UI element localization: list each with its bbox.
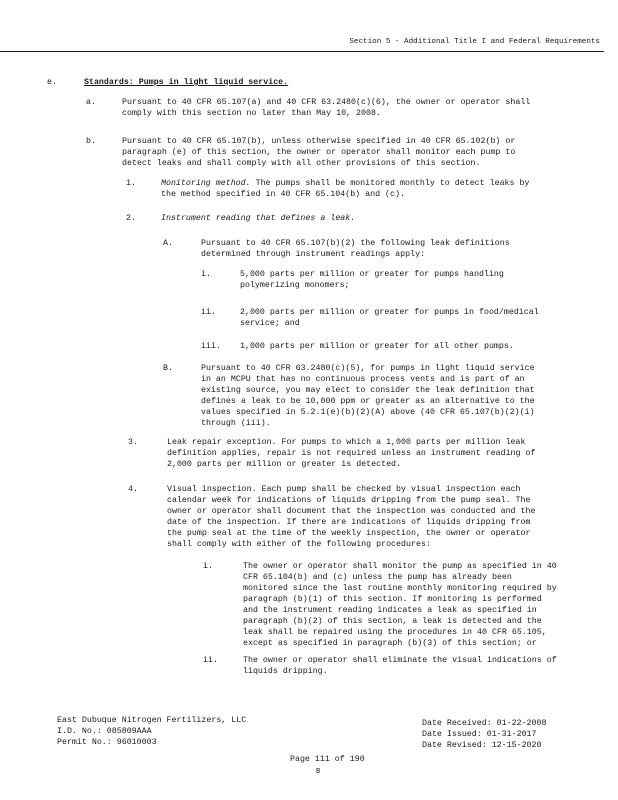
item-text-b4ii-line-1: liquids dripping. [243, 667, 328, 676]
item-text-b4-line-2: owner or operator shall document that the inspection was conducted and the [167, 507, 536, 516]
item-label-b2Aii: ii. [201, 308, 216, 317]
item-text-b3-line-2: 2,000 parts per million or greater is detected. [167, 460, 402, 469]
item-label-a: a. [86, 98, 96, 107]
item-text-b2Ai-line-1: polymerizing monomers; [240, 281, 350, 290]
item-label-b2: 2. [126, 214, 136, 223]
item-text-b4i-line-4: and the instrument reading indicates a leak as specified in [243, 606, 537, 615]
item-text-b4-line-1: calendar week for indications of liquids dripping from the pump seal. The [167, 496, 531, 505]
item-text-b2-line-0 [161, 213, 355, 224]
item-heading-b2: Instrument reading that defines a leak. [161, 214, 356, 223]
item-text-b4-line-0: Visual inspection. Each pump shall be checked by visual inspection each [167, 485, 521, 494]
item-text-b4i-line-6: leak shall be repaired using the procedures in 40 CFR 65.105, [243, 628, 547, 637]
item-text-b4-line-5: shall comply with either of the following procedures: [167, 540, 431, 549]
item-text-b2B-line-4: values specified in 5.2.1(e)(b)(2)(A) above (40 CFR 65.107(b)(2)(i) [201, 408, 535, 417]
item-label-b: b. [86, 137, 96, 146]
item-text-b4i-line-3: paragraph (b)(1) of this section. If monitoring is performed [243, 595, 542, 604]
item-text-b2Aii-line-1: service; and [240, 319, 300, 328]
item-text-b3-line-1: definition applies, repair is not required unless an instrument reading of [167, 449, 536, 458]
item-label-b2Ai: i. [201, 270, 211, 279]
item-label-b1: 1. [126, 179, 136, 188]
item-text-b1-line-0 [161, 178, 529, 189]
page-number: Page 111 of 190 [290, 755, 365, 764]
item-text-b4i-line-7: except as specified in paragraph (b)(3) of this section; or [243, 639, 537, 648]
item-text-b4i-line-5: paragraph (b)(2) of this section, a leak is detected and the [243, 617, 542, 626]
item-text-b2Aii-line-0: 2,000 parts per million or greater for pumps in food/medical [240, 308, 539, 317]
page-header: Section 5 - Additional Title I and Federal Requirements [349, 38, 600, 46]
item-text-b2B-line-0: Pursuant to 40 CFR 63.2480(c)(5), for pumps in light liquid service [201, 364, 535, 373]
item-text-b4i-line-2: monitored since the last routine monthly monitoring required by [243, 584, 557, 593]
item-text-b3-line-0: Leak repair exception. For pumps to which a 1,000 parts per million leak [167, 438, 526, 447]
item-text-b-line-1: paragraph (e) of this section, the owner or operator shall monitor each pump to [122, 148, 516, 157]
item-text-a-line-0: Pursuant to 40 CFR 65.107(a) and 40 CFR 63.2480(c)(6), the owner or operator shall [122, 98, 531, 107]
item-text-b2B-line-5: through (iii). [201, 419, 271, 428]
item-text-b-line-2: detect leaks and shall comply with all other provisions of this section. [122, 159, 481, 168]
footer-facility-info [57, 715, 246, 748]
item-text-b2B-line-3: defines a leak to be 10,000 ppm or greater as an alternative to the [201, 397, 535, 406]
item-label-b2B: B. [163, 364, 173, 373]
item-label-b3: 3. [128, 438, 138, 447]
item-label-b4i: i. [203, 562, 213, 571]
item-text-b1-line-1: the method specified in 40 CFR 65.104(b) and (c). [161, 190, 405, 199]
section-title: Standards: Pumps in light liquid service. [84, 78, 289, 87]
item-text-b4-line-4: the pump seal at the time of the weekly inspection, the owner or operator [167, 529, 531, 538]
item-text-b-line-0: Pursuant to 40 CFR 65.107(b), unless otherwise specified in 40 CFR 65.102(b) or [122, 137, 516, 146]
page-mark: B [316, 768, 321, 776]
item-text-b2B-line-1: in an MCPU that has no continuous process vents and is part of an [201, 375, 525, 384]
item-label-b2A: A. [163, 239, 173, 248]
footer-permit-number: Permit No.: 96010003 [57, 738, 157, 747]
item-text-b2A-line-1: determined through instrument readings apply: [201, 250, 426, 259]
item-text-b4i-line-0: The owner or operator shall monitor the pump as specified in 40 [243, 562, 557, 571]
item-label-b2Aiii: iii. [201, 342, 221, 351]
footer-facility-name: East Dubuque Nitrogen Fertilizers, LLC [57, 716, 247, 725]
footer-dates [422, 718, 546, 751]
item-label-b4ii: ii. [203, 656, 218, 665]
item-text-b2Ai-line-0: 5,000 parts per million or greater for pumps handling [240, 270, 504, 279]
footer-date-issued: Date Issued: 01-31-2017 [422, 730, 537, 739]
footer-id-number: I.D. No.: 085809AAA [57, 727, 152, 736]
item-text-b4i-line-1: CFR 65.104(b) and (c) unless the pump has already been [243, 573, 512, 582]
item-text-a-line-1: comply with this section no later than May 10, 2008. [122, 109, 381, 118]
item-text-b4-line-3: date of the inspection. If there are indications of liquids dripping from [167, 518, 531, 527]
item-heading-b1: Monitoring method. [161, 179, 251, 188]
footer-date-received: Date Received: 01-22-2008 [422, 719, 547, 728]
item-text-b4ii-line-0: The owner or operator shall eliminate the visual indications of [243, 656, 557, 665]
header-rule [0, 51, 604, 52]
footer-date-revised: Date Revised: 12-15-2020 [422, 741, 542, 750]
section-letter: e. [47, 78, 57, 87]
item-text-b2Aiii-line-0: 1,000 parts per million or greater for all other pumps. [240, 342, 514, 351]
item-text-b1-line-0-rest: The pumps shall be monitored monthly to detect leaks by [250, 179, 530, 188]
item-text-b2A-line-0: Pursuant to 40 CFR 65.107(b)(2) the following leak definitions [201, 239, 510, 248]
item-text-b2B-line-2: existing source, you may elect to consider the leak definition that [201, 386, 535, 395]
item-label-b4: 4. [128, 485, 138, 494]
